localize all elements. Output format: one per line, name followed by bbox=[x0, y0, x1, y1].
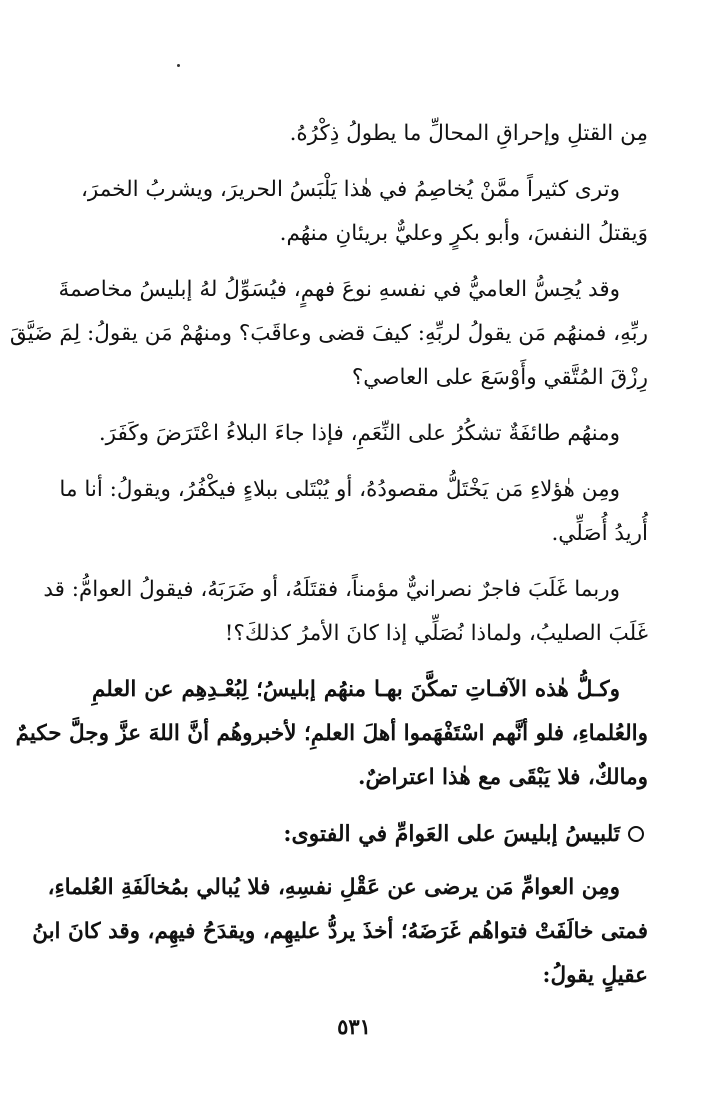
text-line: والعُلماءِ، فلو أنَّهم اسْتَفْهَموا أهلَ العلمِ؛ لأخبروهُم أنَّ اللهَ عزَّ وجلَّ حكيمٌ bbox=[15, 721, 648, 746]
text-line: وَيقتلُ النفسَ، وأبو بكرٍ وعليٌّ بريئانِ منهُم. bbox=[279, 221, 648, 246]
paragraph-4 bbox=[92, 412, 648, 456]
paragraph-6 bbox=[43, 568, 648, 656]
text-line: عقيلٍ يقولُ: bbox=[542, 963, 648, 988]
circle-bullet-icon bbox=[628, 826, 644, 842]
page-number: ٥٣١ bbox=[337, 1014, 371, 1039]
paragraph-1 bbox=[92, 112, 648, 156]
text-line: ومِن هٰؤلاءِ مَن يَخْتَلُّ مقصودُهُ، أو يُبْتَلى ببلاءٍ فيكْفُرُ، ويقولُ: أنا ما bbox=[59, 477, 620, 502]
text-line: فمتى خالَفَتْ فتواهُم غَرَضَهُ؛ أخذَ يردُّ عليهِم، ويقدَحُ فيهِم، وقد كانَ ابنُ bbox=[32, 919, 648, 944]
text-line: ومِن العوامِّ مَن يرضى عن عَقْلِ نفسِهِ، فلا يُبالي بمُخالَفَةِ العُلماءِ، bbox=[47, 875, 620, 900]
paragraph-3 bbox=[9, 268, 648, 400]
paragraph-2 bbox=[80, 168, 648, 256]
text-line: وكـلُّ هٰذه الآفـاتِ تمكَّنَ بهـا منهُم إبليسُ؛ لِبُعْـدِهِم عن العلمِ bbox=[92, 677, 620, 702]
text-line: مِن القتلِ وإحراقِ المحالِّ ما يطولُ ذِكْرُهُ. bbox=[289, 121, 648, 146]
section-heading bbox=[92, 812, 648, 856]
paragraph-5 bbox=[59, 468, 648, 556]
text-line: وربما غَلَبَ فاجرٌ نصرانيٌّ مؤمناً، فقتَلَهُ، أو ضَرَبَهُ، فيقولُ العوامُّ: قد bbox=[43, 577, 620, 602]
ink-dot bbox=[177, 64, 180, 67]
text-line: وقد يُحِسُّ العاميُّ في نفسهِ نوعَ فهمٍ، فيُسَوِّلُ لهُ إبليسُ مخاصمةَ bbox=[58, 277, 620, 302]
paragraph-7 bbox=[15, 668, 648, 800]
section-heading-text: تَلبيسُ إبليسَ على العَوامِّ في الفتوى: bbox=[283, 821, 620, 847]
text-line: ومنهُم طائفَةٌ تشكُرُ على النِّعَمِ، فإذا جاءَ البلاءُ اعْتَرَضَ وكَفَرَ. bbox=[98, 421, 620, 446]
paragraph-8 bbox=[32, 866, 648, 998]
text-line: ربِّهِ، فمنهُم مَن يقولُ لربِّهِ: كيفَ قضى وعاقَبَ؟ ومنهُمْ مَن يقولُ: لِمَ ضَيَّقَ bbox=[9, 321, 648, 346]
body-text bbox=[9, 112, 648, 1010]
text-line: رِزْقَ المُتَّقي وأَوْسَعَ على العاصي؟ bbox=[351, 365, 648, 390]
text-line: أُريدُ أُصَلِّي. bbox=[551, 521, 648, 546]
text-line: وترى كثيراً ممَّنْ يُخاصِمُ في هٰذا يَلْبَسُ الحريرَ، ويشربُ الخمرَ، bbox=[80, 177, 620, 202]
text-line: ومالكٌ، فلا يَبْقَى مع هٰذا اعتراضٌ. bbox=[357, 765, 648, 790]
text-line: غَلَبَ الصليبُ، ولماذا نُصَلِّي إذا كانَ الأمرُ كذلكَ؟! bbox=[224, 621, 648, 646]
